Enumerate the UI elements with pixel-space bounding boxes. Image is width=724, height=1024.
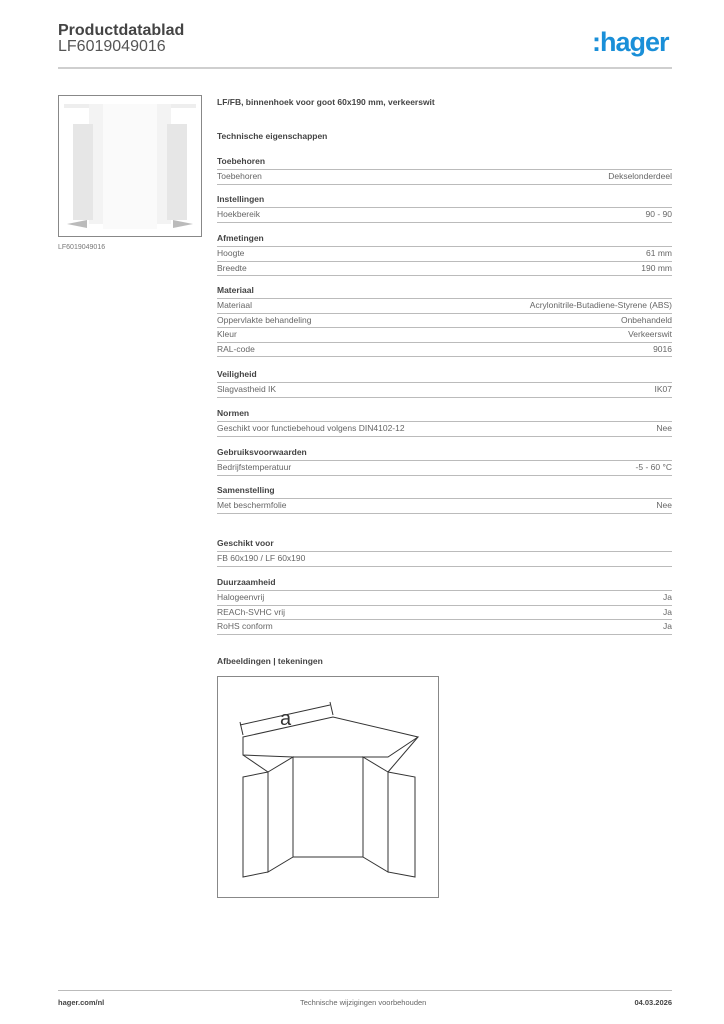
- drawings-title: Afbeeldingen | tekeningen: [217, 656, 323, 666]
- property-value: 90 - 90: [645, 209, 672, 219]
- property-row: [217, 247, 672, 262]
- property-value: Dekselonderdeel: [608, 171, 672, 181]
- property-label: Kleur: [217, 329, 237, 339]
- property-row: [217, 262, 672, 277]
- property-label: Met beschermfolie: [217, 500, 287, 510]
- property-row: [217, 499, 672, 514]
- property-label: Breedte: [217, 262, 247, 273]
- property-value: Ja: [663, 606, 672, 617]
- photo-caption: LF6019049016: [58, 244, 106, 251]
- group-heading: Materiaal: [217, 284, 672, 299]
- property-label: Oppervlakte behandeling: [217, 314, 312, 325]
- dimension-label: a: [280, 708, 292, 730]
- property-group: [217, 193, 672, 223]
- property-row: [217, 328, 672, 343]
- property-row: [217, 343, 672, 358]
- header-divider: [58, 67, 672, 69]
- product-description: LF/FB, binnenhoek voor goot 60x190 mm, verkeerswit: [217, 97, 435, 107]
- group-heading: Toebehoren: [217, 155, 672, 170]
- property-label: FB 60x190 / LF 60x190: [217, 553, 306, 563]
- property-row: [217, 591, 672, 606]
- property-row: [217, 314, 672, 329]
- property-label: Hoogte: [217, 248, 245, 258]
- property-value: Nee: [656, 500, 672, 510]
- group-heading: Veiligheid: [217, 368, 672, 383]
- group-heading: Samenstelling: [217, 484, 672, 499]
- section-title: Technische eigenschappen: [217, 131, 328, 141]
- product-photo: [58, 95, 202, 237]
- property-group: [217, 537, 672, 567]
- property-label: Slagvastheid IK: [217, 384, 277, 394]
- property-group: [217, 155, 672, 185]
- property-group: [217, 368, 672, 398]
- property-row: [217, 170, 672, 185]
- footer-notice: Technische wijzigingen voorbehouden: [300, 998, 427, 1007]
- property-label: Hoekbereik: [217, 209, 260, 219]
- property-value: 190 mm: [641, 262, 672, 273]
- property-label: RoHS conform: [217, 621, 273, 631]
- group-heading: Instellingen: [217, 193, 672, 208]
- property-value: Onbehandeld: [620, 314, 672, 325]
- property-value: Acrylonitrile-Butadiene-Styrene (ABS): [529, 300, 672, 310]
- property-row: [217, 620, 672, 635]
- property-group: [217, 232, 672, 276]
- footer-website[interactable]: hager.com/nl: [58, 998, 105, 1007]
- property-value: Verkeerswit: [628, 329, 672, 339]
- page-title: Productdatablad: [58, 22, 185, 39]
- property-value: Ja: [663, 592, 672, 602]
- property-row: [217, 208, 672, 223]
- property-row: [217, 422, 672, 437]
- property-label: RAL-code: [217, 343, 255, 354]
- property-value: 9016: [653, 343, 672, 354]
- property-row: [217, 461, 672, 476]
- property-label: Toebehoren: [217, 171, 262, 181]
- technical-drawing: [217, 676, 439, 898]
- property-group: [217, 484, 672, 514]
- property-row: [217, 299, 672, 314]
- property-label: Halogeenvrij: [217, 592, 265, 602]
- footer-divider: [58, 990, 672, 991]
- property-row: [217, 383, 672, 398]
- property-group: [217, 446, 672, 476]
- group-heading: Geschikt voor: [217, 537, 672, 552]
- group-heading: Duurzaamheid: [217, 576, 672, 591]
- property-row: [217, 552, 672, 567]
- property-group: [217, 576, 672, 635]
- property-group: [217, 407, 672, 437]
- property-value: Ja: [663, 621, 672, 631]
- group-heading: Gebruiksvoorwaarden: [217, 446, 672, 461]
- property-label: Bedrijfstemperatuur: [217, 462, 292, 472]
- property-label: Geschikt voor functiebehoud volgens DIN4102-12: [217, 423, 405, 433]
- property-group: [217, 284, 672, 357]
- hager-logo: :hager: [592, 27, 669, 57]
- property-value: 61 mm: [646, 248, 672, 258]
- group-heading: Normen: [217, 407, 672, 422]
- property-value: Nee: [656, 423, 672, 433]
- footer-date: 04.03.2026: [634, 998, 672, 1007]
- property-label: Materiaal: [217, 300, 252, 310]
- product-code: LF6019049016: [58, 38, 166, 55]
- property-label: REACh-SVHC vrij: [217, 606, 286, 617]
- property-row: [217, 606, 672, 621]
- property-value: -5 - 60 °C: [635, 462, 672, 472]
- group-heading: Afmetingen: [217, 232, 672, 247]
- property-value: IK07: [654, 384, 672, 394]
